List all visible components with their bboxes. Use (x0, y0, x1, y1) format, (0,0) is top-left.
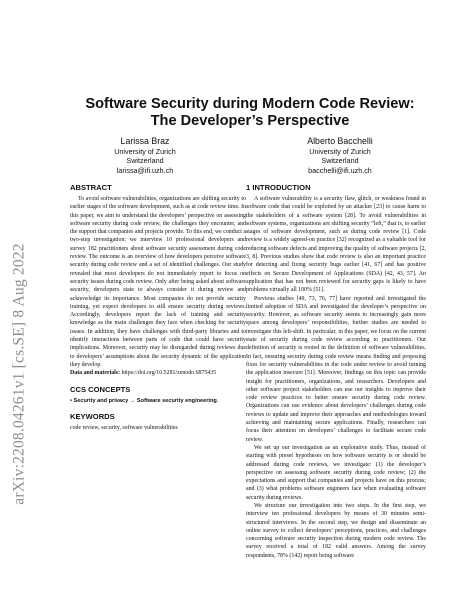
author-country: Switzerland (321, 156, 359, 166)
keywords-heading: KEYWORDS (70, 411, 115, 421)
author-name: Larissa Braz (120, 136, 170, 146)
title-line-1: Software Security during Modern Code Review: (85, 96, 415, 112)
intro-paragraph: We structure our investigation into two steps. In the first step, we interview ten professional developers by means of 30 minutes semi-structured interviews. In the second step, we design and disseminate an online survey to collect developers’ perceptions, practices, and challenges concerning software security inspection during modern code review. The survey received a total of 182 valid answers. Among the survey respondents, 78% (142) report being software (246, 502, 426, 559)
intro-paragraph: We set up our investigation as an explorative study. Thus, instead of starting with preset hypotheses on how software security is or should be addressed during code reviews, we investigate: (1) the developer’s perspective on assessing software security during code review; (2) the expectations and support that companies and projects have on this process; and (3) what problems software engineers face when evaluating software security during reviews. (246, 444, 426, 501)
author-block-2 (270, 135, 410, 175)
left-column (70, 183, 246, 432)
right-column (246, 183, 426, 560)
arxiv-id-text: arXiv:2208.04261v1 [cs.SE] 8 Aug 2022 (11, 243, 29, 505)
data-materials-link[interactable]: https://doi.org/10.5281/zenodo.6875435 (121, 370, 217, 377)
author-country: Switzerland (126, 156, 164, 166)
abstract-heading: ABSTRACT (70, 183, 112, 192)
keywords-text: code review, security, software vulnerabilities (70, 424, 178, 431)
author-block-1 (75, 135, 215, 175)
intro-paragraph: A software vulnerability is a security flaw, glitch, or weakness found in software code that could be exploited by an attacker [23] to cause harm to the stakeholders of a software system [28]. To avoid vulnerabilities in software systems, organizations are shifting security “left,” that is, to earlier stages of software development, such as during code review [1]. Code review is a widely agreed-on practice [32] recognized as a valuable tool for reducing software defects and improving the quality of software projects [2, 3, 8]. Previous studies show that code review is also an important practice for detecting and fixing security bugs earlier [41, 67] and has positive effects on Secure Development of Applications (SDA) [42, 43, 57]. An application that has not been reviewed for security gaps is likely to have problems virtually all 100% [51]. (246, 196, 426, 294)
author-email: bacchelli@ifi.uzh.ch (308, 165, 372, 175)
arxiv-identifier (6, 168, 34, 580)
author-affiliation: University of Zurich (309, 147, 371, 156)
ccs-end: . (216, 397, 219, 404)
abstract-text: To avoid software vulnerabilities, organizations are shifting security to earlier stages of the software development, such as at code review time. In this paper, we aim to understand the developers’ perspective on assessing software security during code review, the challenges they encounter, and the support that companies and projects provide. To this end, we conduct a two-step investigation: we interview 10 professional developers and survey 182 practitioners about software security assessment during code review. The outcome is an overview of how developers perceive software security during code review and a set of identified challenges. Our study revealed that most developers do not immediately report to focus on security issues during code review. Only after being asked about software security, developers state to always consider it during review and acknowledge its importance. Most companies do not provide security training, yet expect developers to still ensure security during reviews. Accordingly, developers report the lack of training and security knowledge as the main challenges they face when checking for security issues. In addition, they have challenges with third-party libraries and to identify interactions between parts of code that could have security implications. Moreover, security may be disregarded during reviews due to developers’ assumptions about the security dynamic of the application they develop. (70, 196, 246, 368)
paper-title (60, 96, 440, 130)
title-line-2: The Developer’s Perspective (150, 113, 350, 129)
data-materials-label: Data and materials: (70, 370, 121, 377)
author-name: Alberto Bacchelli (307, 136, 373, 146)
author-affiliation: University of Zurich (114, 147, 176, 156)
ccs-concepts (70, 397, 246, 405)
ccs-bullet: • Security and privacy → Software security engineering (70, 397, 217, 404)
intro-heading: 1 INTRODUCTION (246, 183, 311, 192)
ccs-heading: CCS CONCEPTS (70, 384, 131, 394)
intro-paragraph: Previous studies [49, 73, 76, 77] have reported and investigated the limited adoption of SDA and investigated the developer’s perspective on security. However, as software security seems to increasingly gain more space among developers’ responsibilities, further studies are needed to investigate this left-shift. In particular, in this paper, we focus on the current state of security during code review according to practitioners. Our definition of security is rooted in the definition of software vulnerabilities. In fact, ensuring security during code review means finding and proposing fixes for security vulnerabilities in the code under review to avoid turning the application insecure [51]. Moreover, findings on this topic can provide insight for practitioners, organizations, and researchers. Developers and other software project stakeholders can use our insights to improve their code review practices to better ensure security during code review. Organizations can use evidence about developers’ challenges during code reviews to update and improve their approaches and methodologies toward achieving and maintaining secure applications. Finally, researchers can focus their attention on developers’ challenges to facilitate secure code review. (246, 295, 426, 443)
author-email: larissa@ifi.uzh.ch (116, 165, 174, 175)
data-materials (70, 369, 246, 377)
